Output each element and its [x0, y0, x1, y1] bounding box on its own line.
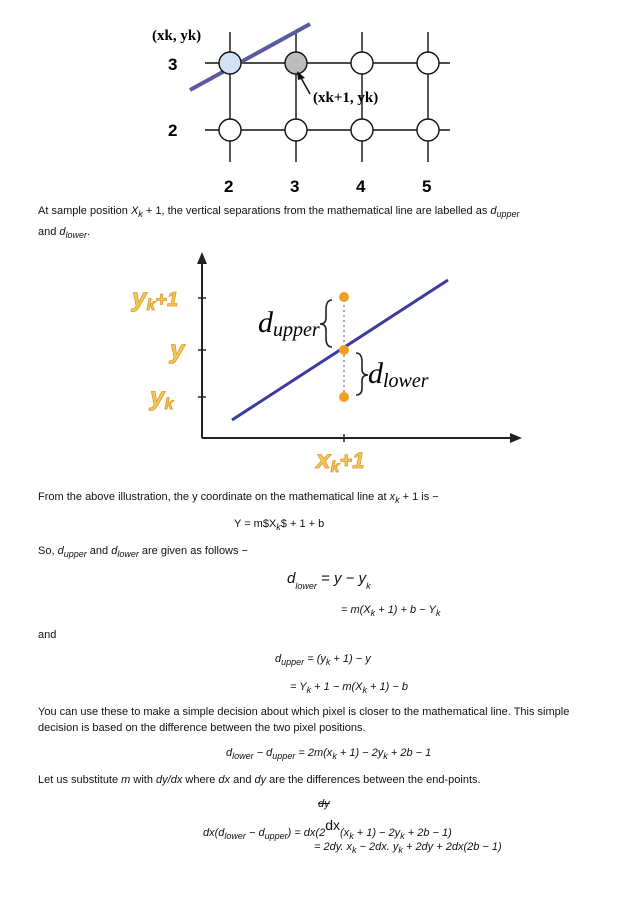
paragraph-sample-position-cont: and $d_{lower}$. — [38, 226, 91, 240]
equation-substitution-line2: = 2dy. $x_k - 2dx$. $y_k + 2dy + 2dx(2b - 1)$ — [314, 841, 502, 855]
equation-dupper-line2: = $Y_k + 1 - m(X_k + 1) - b$ — [290, 681, 408, 695]
col-label-5: 5 — [422, 177, 432, 196]
pixel-selected — [219, 52, 241, 74]
col-label-3: 3 — [290, 177, 300, 196]
paragraph-substitute: Let us substitute m with dy/dx where dx and dy are the differences between the end-points. — [38, 774, 481, 786]
equation-substitution: $dx(d_{lower} - d_{upper}) = dx(2dx(x_k + 1) - 2y_k + 2b - 1)$ — [203, 817, 452, 841]
paragraph-sample-position: At sample position $X_k + 1$, the vertical separations from the mathematical line are labelled as $d_{upper}$ — [38, 205, 520, 219]
equation-dlower-line2: = $m(X_k + 1) + b - Y_k$ — [341, 604, 441, 618]
col-label-4: 4 — [356, 177, 366, 196]
point-upper — [339, 292, 349, 302]
label-xk1-yk: (xk+1, yk) — [313, 90, 379, 106]
label-xk-yk: (xk, yk) — [152, 28, 202, 44]
equation-dupper: $d_{upper} = (y_k + 1) - y$ — [275, 653, 371, 667]
equation-sub-dy: dy — [318, 798, 330, 810]
equation-difference: $d_{lower} - d_{upper} = 2m(x_k + 1) - 2y_k + 2b - 1$ — [226, 747, 432, 761]
label-d-upper: dupper — [258, 306, 320, 341]
label-yk-plus-1: yk+1 — [132, 282, 179, 314]
col-label-2: 2 — [224, 177, 234, 196]
paragraph-decision: You can use these to make a simple decision about which pixel is closer to the mathematical line. This simple — [38, 706, 570, 718]
paragraph-y-coordinate: From the above illustration, the y coordinate on the mathematical line at $x_k + 1$ is − — [38, 491, 439, 505]
pixel-grid-figure — [150, 22, 460, 197]
point-on-line — [339, 345, 349, 355]
and-text: and — [38, 629, 57, 641]
label-xk-plus-1: xk+1 — [316, 444, 365, 476]
paragraph-decision-cont: decision is based on the difference between the two pixel positions. — [38, 722, 366, 734]
row-label-3: 3 — [168, 55, 178, 74]
label-yk: yk — [150, 381, 174, 413]
point-lower — [339, 392, 349, 402]
equation-y: $Y = m\$X_k\$ + 1 + b$ — [234, 518, 325, 532]
pixel-candidate — [285, 52, 307, 74]
distance-figure — [120, 250, 530, 490]
label-y: y — [170, 334, 185, 364]
equation-dlower: $d_{lower} = y - y_k$ — [287, 570, 371, 591]
label-d-lower: dlower — [368, 357, 429, 392]
paragraph-so: So, $d_{upper}$ and $d_{lower}$ are given as follows − — [38, 545, 248, 559]
row-label-2: 2 — [168, 121, 178, 140]
